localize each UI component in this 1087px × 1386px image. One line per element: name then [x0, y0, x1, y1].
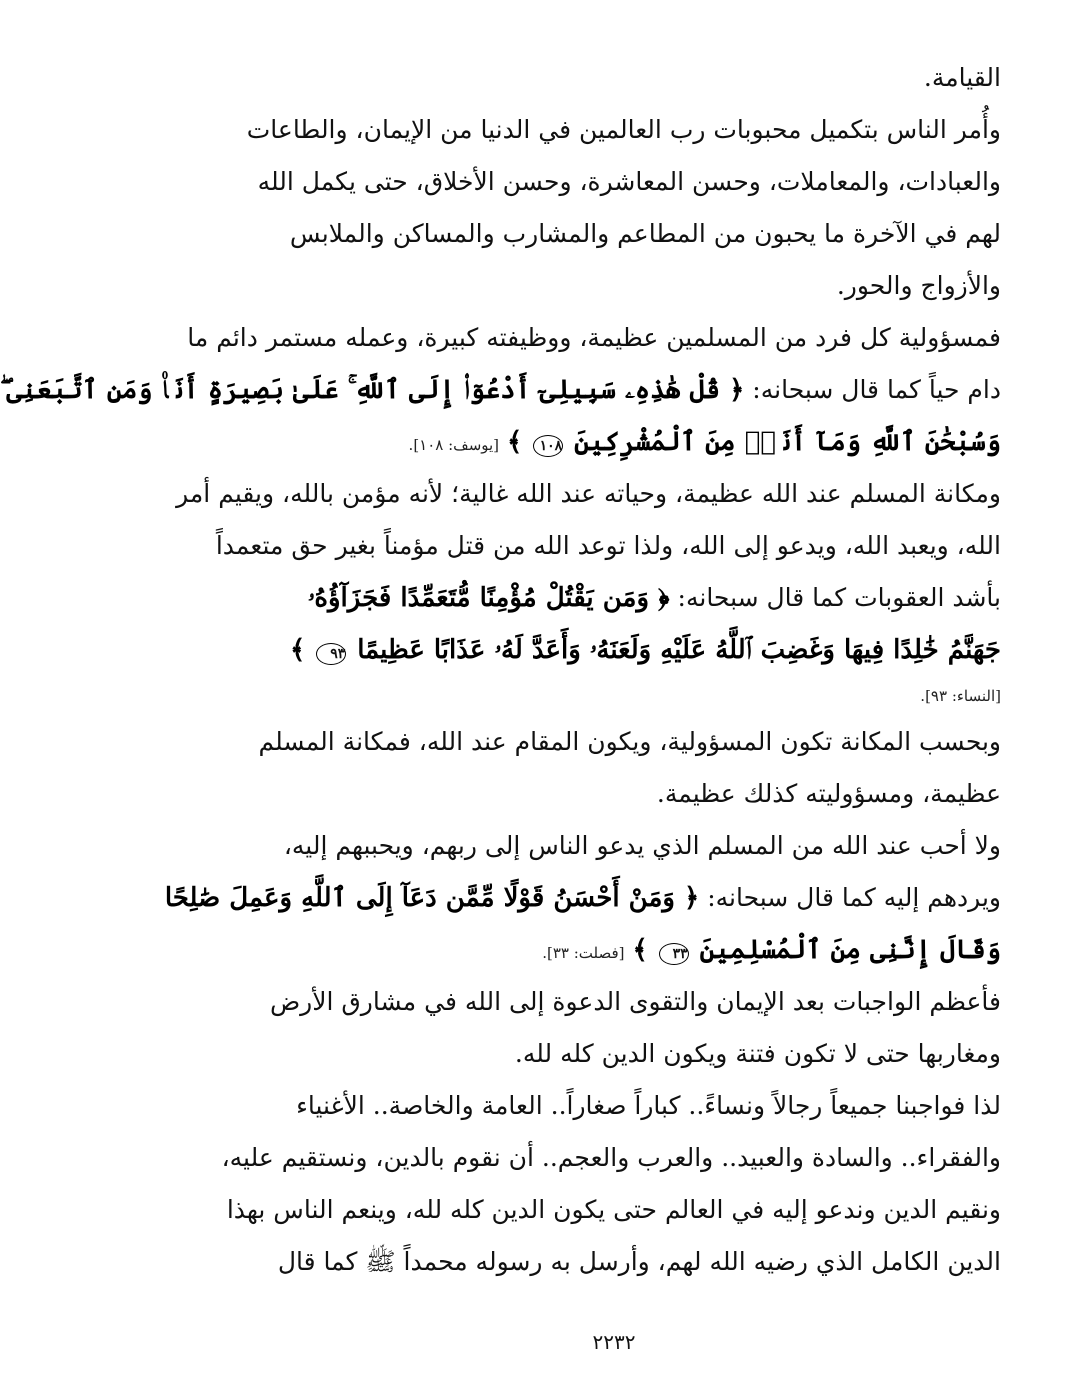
quran-verse: ﴿ وَمَنْ أَحْسَنُ قَوْلًا مِّمَّن دَعَآ إِلَى ٱللَّهِ وَعَمِلَ صَٰلِحًا	[164, 883, 700, 913]
verse-close-bracket: ﴾	[507, 427, 523, 457]
quran-verse: ﴿ وَمَن يَقْتُلْ مُؤْمِنًا مُّتَعَمِّدًا فَجَزَآؤُهُۥ	[307, 583, 670, 613]
verse-number-marker: ١٠٨	[533, 435, 563, 457]
verse-line	[225, 624, 1001, 676]
quran-verse: ﴿ قُلْ هَٰذِهِۦ سَبِيلِىٓ أَدْعُوٓا۟ إِلَى ٱللَّهِ ۚ عَلَىٰ بَصِيرَةٍ أَنَا۠ وَمَنِ ٱتَّبَعَنِى ۖ	[0, 375, 745, 405]
verse-close-bracket: ﴾	[632, 935, 648, 965]
verse-intro: ويردهم إليه كما قال سبحانه:	[707, 883, 1001, 912]
text-line: والفقراء.. والسادة والعبيد.. والعرب والعجم.. أن نقوم بالدين، ونستقيم عليه،	[221, 1143, 1001, 1172]
text-line: وبحسب المكانة تكون المسؤولية، ويكون المقام عند الله، فمكانة المسلم	[258, 727, 1001, 756]
verse-reference: [فصلت: ٣٣].	[542, 944, 625, 962]
verse-reference: [يوسف: ١٠٨].	[408, 436, 500, 454]
text-line: لهم في الآخرة ما يحبون من المطاعم والمشارب والمساكن والملابس	[289, 219, 1001, 248]
quran-verse: جَهَنَّمُ خَٰلِدًا فِيهَا وَغَضِبَ ٱللَّهُ عَلَيْهِ وَلَعَنَهُۥ وَأَعَدَّ لَهُۥ عَذَابًا عَظِيمًا	[357, 635, 1001, 665]
body-text	[0, 52, 1001, 1288]
verse-line	[225, 572, 1001, 624]
verse-intro: بأشد العقوبات كما قال سبحانه:	[677, 583, 1001, 612]
text-line: والأزواج والحور.	[836, 271, 1001, 300]
text-line: ومكانة المسلم عند الله عظيمة، وحياته عند الله غالية؛ لأنه مؤمن بالله، ويقيم أمر	[176, 479, 1001, 508]
text-line: ومغاربها حتى لا تكون فتنة ويكون الدين كله لله.	[514, 1039, 1001, 1068]
verse-line	[0, 364, 1001, 416]
text-line: الدين الكامل الذي رضيه الله لهم، وأرسل به رسوله محمداً ﷺ كما قال	[277, 1247, 1001, 1276]
text-line: عظيمة، ومسؤوليته كذلك عظيمة.	[656, 779, 1001, 808]
verse-number-marker: ٣٣	[659, 943, 689, 965]
verse-close-bracket: ﴾	[290, 635, 306, 665]
quran-verse: وَسُبْحَٰنَ ٱللَّهِ وَمَآ أَنَا۠ مِنَ ٱلْمُشْرِكِينَ	[574, 427, 1001, 457]
text-line: فأعظم الواجبات بعد الإيمان والتقوى الدعوة إلى الله في مشارق الأرض	[269, 987, 1001, 1016]
verse-line	[225, 416, 1001, 468]
text-line: والعبادات، والمعاملات، وحسن المعاشرة، وحسن الأخلاق، حتى يكمل الله	[257, 167, 1001, 196]
verse-number-marker: ٩٣	[316, 643, 346, 665]
quran-verse: وَقَالَ إِنَّنِى مِنَ ٱلْمُسْلِمِينَ	[699, 935, 1001, 965]
verse-reference: [النساء: ٩٣].	[920, 687, 1001, 705]
text-line: فمسؤولية كل فرد من المسلمين عظيمة، ووظيفته كبيرة، وعمله مستمر دائم ما	[187, 323, 1001, 352]
verse-intro: دام حياً كما قال سبحانه:	[752, 375, 1001, 404]
page-number: ٢٢٣٢	[592, 1330, 636, 1354]
text-line: القيامة.	[923, 63, 1001, 92]
text-line: وأُمر الناس بتكميل محبوبات رب العالمين في الدنيا من الإيمان، والطاعات	[246, 115, 1001, 144]
text-line: الله، ويعبد الله، ويدعو إلى الله، ولذا توعد الله من قتل مؤمناً بغير حق متعمداً	[215, 531, 1001, 560]
text-line: لذا فواجبنا جميعاً رجالاً ونساءً.. كباراً صغاراً.. العامة والخاصة.. الأغنياء	[296, 1091, 1001, 1120]
verse-line	[225, 924, 1001, 976]
verse-line	[164, 872, 1001, 924]
text-line: ولا أحب عند الله من المسلم الذي يدعو الناس إلى ربهم، ويحببهم إليه،	[283, 831, 1001, 860]
text-line: ونقيم الدين وندعو إليه في العالم حتى يكون الدين كله لله، وينعم الناس بهذا	[226, 1195, 1001, 1224]
